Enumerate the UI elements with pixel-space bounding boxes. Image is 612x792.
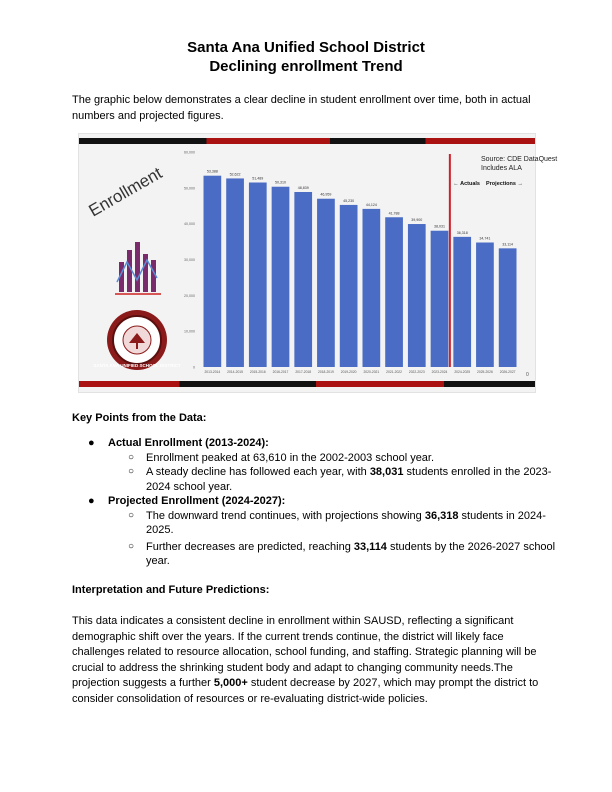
bar-2015-2016 <box>249 182 267 367</box>
bar-2017-2018 <box>294 192 312 367</box>
actual-heading: Actual Enrollment (2013-2024): <box>108 437 269 449</box>
list-item-actual <box>88 436 568 451</box>
key-points-heading: Key Points from the Data: <box>72 412 207 424</box>
enrollment-bar-chart <box>79 142 558 382</box>
actuals-label: ← Actuals <box>453 181 480 187</box>
y-tick-label: 10,000 <box>184 329 195 334</box>
bar-value-label: 46,959 <box>320 192 332 197</box>
x-tick-label: 2020-2021 <box>363 370 380 374</box>
source-line-1: Source: CDE DataQuest <box>481 156 558 163</box>
x-tick-label: 2024-2025 <box>454 370 471 374</box>
bar-value-label: 53,388 <box>206 169 218 174</box>
chart-title: Enrollment <box>85 163 166 221</box>
x-tick-label: 2025-2026 <box>477 370 493 374</box>
x-tick-label: 2013-2014 <box>204 370 221 374</box>
bar-2023-2024 <box>431 231 449 367</box>
y-tick-label: 20,000 <box>184 293 195 298</box>
bar-2024-2025 <box>453 237 471 367</box>
bar-chart-icon <box>115 242 161 294</box>
x-tick-label: 2016-2017 <box>272 370 289 374</box>
list-item: ○ A steady decline has followed each year, with 38,031 students enrolled in the 2023-2024 school year. <box>128 466 552 493</box>
bullet-dot: ● <box>88 495 95 507</box>
bar-value-label: 45,230 <box>343 198 355 203</box>
enrollment-chart-image <box>78 133 558 393</box>
list-item: ○ Enrollment peaked at 63,610 in the 2002-2003 school year. <box>128 451 435 464</box>
bar-value-label: 44,124 <box>365 202 377 207</box>
bar-value-label: 52,622 <box>229 172 241 177</box>
bar-2021-2022 <box>385 217 403 367</box>
bar-2020-2021 <box>362 209 380 367</box>
bar-value-label: 41,788 <box>388 211 400 216</box>
bar-2018-2019 <box>317 199 335 367</box>
x-tick-label: 2022-2023 <box>408 370 425 374</box>
x-tick-label: 2017-2018 <box>295 370 312 374</box>
x-tick-label: 2023-2024 <box>431 370 448 374</box>
bar-value-label: 48,839 <box>297 185 309 190</box>
bar-2019-2020 <box>340 205 358 367</box>
bar-value-label: 39,900 <box>411 218 423 223</box>
intro-paragraph: The graphic below demonstrates a clear decline in student enrollment over time, both in actual numbers and projected figures. <box>72 94 531 122</box>
bar-value-label: 34,741 <box>479 236 491 241</box>
y-tick-label: 30,000 <box>184 258 195 262</box>
bar-value-label: 50,310 <box>275 180 286 185</box>
district-seal <box>93 310 181 370</box>
list-item-projected <box>88 494 568 509</box>
x-tick-label: 2026-2027 <box>499 370 516 374</box>
bullet-dot: ● <box>88 437 95 449</box>
title-line-1: Santa Ana Unified School District <box>187 39 425 56</box>
x-tick-label: 2014-2015 <box>227 370 243 374</box>
list-item: ○ Further decreases are predicted, reaching 33,114 students by the 2026-2027 school year. <box>128 540 556 567</box>
x-tick-label: 2019-2020 <box>340 370 357 374</box>
interpretation-paragraph: This data indicates a consistent decline in enrollment within SAUSD, reflecting a significant demographic shift over the years. If the current trends continue, the district will likely face challenges related to resource allocation, school funding, and staffing. Strategic planning will be crucial to address the shrinking student body and adapt to changing community needs.The projection suggests a further 5,000+ student decrease by 2027, which may prompt the district to consider consolidation of resources or re-evaluating district-wide policies. <box>72 615 539 705</box>
x-tick-label: 2015-2016 <box>249 370 266 374</box>
projected-heading: Projected Enrollment (2024-2027): <box>108 495 286 507</box>
x-tick-label: 2021-2022 <box>386 370 402 374</box>
y-tick-label: 60,000 <box>184 150 195 155</box>
bar-value-label: 33,114 <box>502 242 514 247</box>
y-tick-label: 40,000 <box>184 222 195 227</box>
bar-value-label: 38,031 <box>434 224 445 229</box>
page-title <box>0 38 612 76</box>
bar-value-label: 36,318 <box>456 230 468 235</box>
list-item: ○ The downward trend continues, with projections showing 36,318 students in 2024-2025. <box>128 509 546 536</box>
bar-2014-2015 <box>226 178 244 367</box>
bar-2013-2014 <box>203 176 221 367</box>
source-line-2: Includes ALA <box>481 165 522 172</box>
projections-label: Projections → <box>486 181 523 187</box>
y-tick-label: 50,000 <box>184 186 195 191</box>
interpretation-heading: Interpretation and Future Predictions: <box>72 584 270 596</box>
key-points-list <box>88 436 568 569</box>
bar-2016-2017 <box>272 187 290 367</box>
bar-2022-2023 <box>408 224 426 367</box>
x-tick-label: 2018-2019 <box>318 370 334 374</box>
y-tick-label: 0 <box>193 365 195 370</box>
actual-item-1: Enrollment peaked at 63,610 in the 2002-2003 school year. <box>146 451 435 464</box>
bar-2025-2026 <box>476 243 494 367</box>
corner-label: 0 <box>526 372 529 378</box>
title-line-2: Declining enrollment Trend <box>209 58 403 75</box>
bar-2026-2027 <box>499 248 517 367</box>
seal-lettering: SANTA ANA UNIFIED SCHOOL DISTRICT <box>93 363 181 368</box>
bar-value-label: 51,489 <box>252 176 264 181</box>
